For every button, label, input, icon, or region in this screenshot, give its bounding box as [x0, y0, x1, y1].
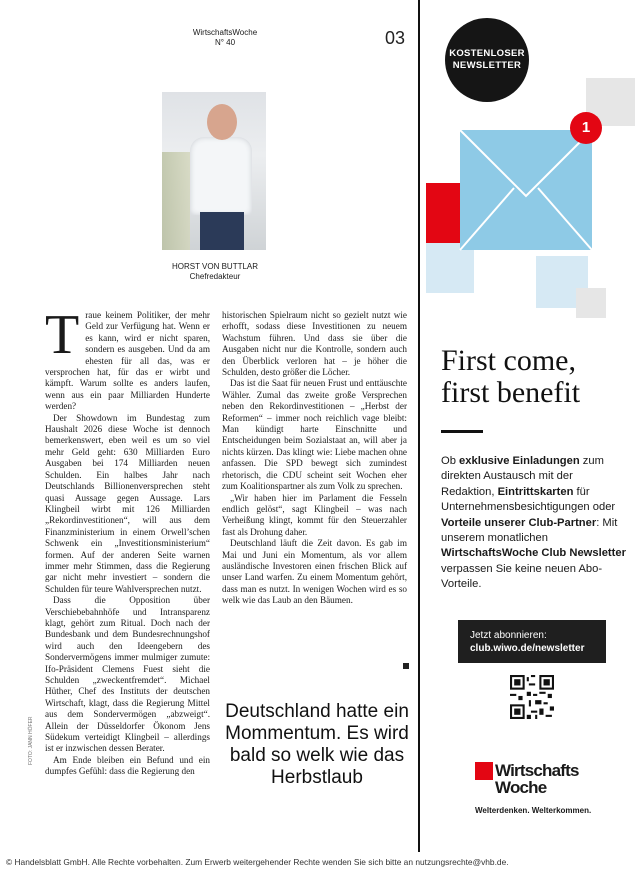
newsletter-illustration: [426, 78, 635, 330]
paragraph: Das ist die Saat für neuen Frust und enttäuschte Wähler. Zumal das zweite große Versprechen neben den Rekordinvestitionen – „Herbst der Reformen“ – immer noch reichlich vage bleibt: Man kündigt harte Einschnitte und Entscheidungen beim Sozialstaat an, will aber ja nichts kürzen. Das klingt wie: Liebe machen ohne anfassen. Die SPD bewegt sich zumindest rhetorisch, die CDU scheint seit Wochen eher zum Koalitionspartner als zum Volk zu sprechen.: [222, 378, 407, 492]
column-divider: [418, 0, 420, 852]
cta-label: Jetzt abonnieren:: [470, 630, 547, 641]
author-caption: [150, 262, 280, 282]
cta-url[interactable]: club.wiwo.de/newsletter: [470, 643, 585, 654]
copyright-footer: © Handelsblatt GmbH. Alle Rechte vorbehalten. Zum Erwerb weitergehender Rechte wenden Sie sich bitte an nutzungsrechte@vhb.de.: [6, 857, 509, 867]
headline-rule: [441, 430, 483, 433]
paragraph: Der Showdown im Bundestag zum Haushalt 2026 diese Woche ist dennoch bemerkenswert, eben weil es um so viel mehr Geld geht: 630 Milliarden Euro Ausgaben bei 174 Milliarden neuen Schulden. Ein halbes Jahr nach Deutschlands Billionenversprechen steht quasi Aussage gegen Aussage. Lars Klingbeil wirbt mit 126 Milliarden „Rekordinvestitionen“, will aus dem Finanzministerium in einem Orwell’schen Schwenk ein „Investitionsministerium“ formen. Auf der anderen Seite warnen immer mehr Stimmen, dass die Regierung gar nicht mehr investiert – sondern die Schulden für teure Wahlversprechen nutzt.: [45, 412, 210, 594]
envelope-icon: [456, 126, 596, 256]
page-number: 03: [385, 28, 406, 48]
logo-slogan: Welterdenken. Welterkommen.: [475, 806, 592, 815]
end-mark: [403, 663, 409, 669]
author-photo: [162, 92, 266, 250]
newsletter-badge: KOSTENLOSER NEWSLETTER: [445, 18, 529, 102]
paragraph: „Wir haben hier im Parlament die Fesseln endlich gelöst“, sagt Klingbeil – was nach Verheißung klingt, kommt für den Steuerzahler fast als Drohung daher.: [222, 492, 407, 537]
subscribe-cta-button[interactable]: [458, 620, 606, 663]
author-role: Chefredakteur: [189, 272, 241, 281]
paragraph: Traue keinem Politiker, der mehr Geld zur Verfügung hat. Wenn er es kann, wird er nicht sparen, sondern es ausgeben. Und da am ehesten für all das, was er versprochen hat, für das er wirbt und kämpft. Warum sollte es anders laufen, wenn aus ein paar Milliarden Hunderte werden?: [45, 304, 210, 412]
pull-quote: Deutschland hatte ein Mommentum. Es wird bald so welk wie das Herbstlaub: [225, 701, 409, 788]
issue-number: N° 40: [214, 38, 236, 47]
magazine-header: [180, 28, 270, 48]
article-column-2: [222, 310, 407, 607]
paragraph: Deutschland läuft die Zeit davon. Es gab im Mai und Juni ein Momentum, als vor allem ausländische Investoren einen frischen Blick auf unser Land warfen. Zu einem Momentum gehört, dass man es nutzt. In wenigen Wochen wird es so welk wie das Laub an den Bäumen.: [222, 538, 407, 606]
paragraph: historischen Spielraum nicht so gezielt nutzt wie erhofft, sodass diese Investitionen zu neuem Wachstum führen. Und dass sie über die Ausgaben nicht nur die Kontrolle, sondern auch den Überblick verloren hat – je höher die Schulden, desto größer die Löcher.: [222, 310, 407, 378]
magazine-name: WirtschaftsWoche: [192, 28, 258, 37]
ad-description: Ob exklusive Einladungen zum direkten Austausch mit der Redaktion, Eintrittskarten für Unternehmensbesichtigungen oder Vorteile unserer Club-Partner: Mit unserem monatlichen WirtschaftsWoche Club Newsletter verpassen Sie keine neuen Abo-Vorteile.: [441, 455, 626, 591]
article-column-1: [45, 304, 210, 778]
ad-headline: First come, first benefit: [441, 344, 581, 409]
photo-credit: FOTO: JANN HÖFER: [28, 716, 34, 765]
notification-badge: 1: [570, 112, 602, 144]
dropcap: T: [45, 304, 80, 366]
paragraph: Dass die Opposition über Verschiebebahnhöfe und Intransparenz klagt, gehört zum Ritual. Doch nach der Bundesbank und dem Bundesrechnungshof wird auch den Ideengebern des Sondervermögens immer mulmiger zumute: Ifo-Präsident Clemens Fuest sieht die Schulden „zweckentfremdet“. Michael Hüther, Chef des Instituts der deutschen Wirtschaft, klagt, dass die Regierung Mittel aus dem Sondervermögen „abzweigt“. Allein der Düsseldorfer Ökonom Jens Südekum verteidigt Klingbeil – allerdings ist er inzwischen dessen Berater.: [45, 595, 210, 754]
author-name: HORST VON BUTTLAR: [171, 262, 259, 271]
qr-code-icon[interactable]: [510, 675, 554, 719]
logo-mark-icon: [475, 762, 493, 780]
paragraph: Am Ende bleiben ein Befund und ein dumpfes Gefühl: dass die Regierung den: [45, 754, 210, 777]
